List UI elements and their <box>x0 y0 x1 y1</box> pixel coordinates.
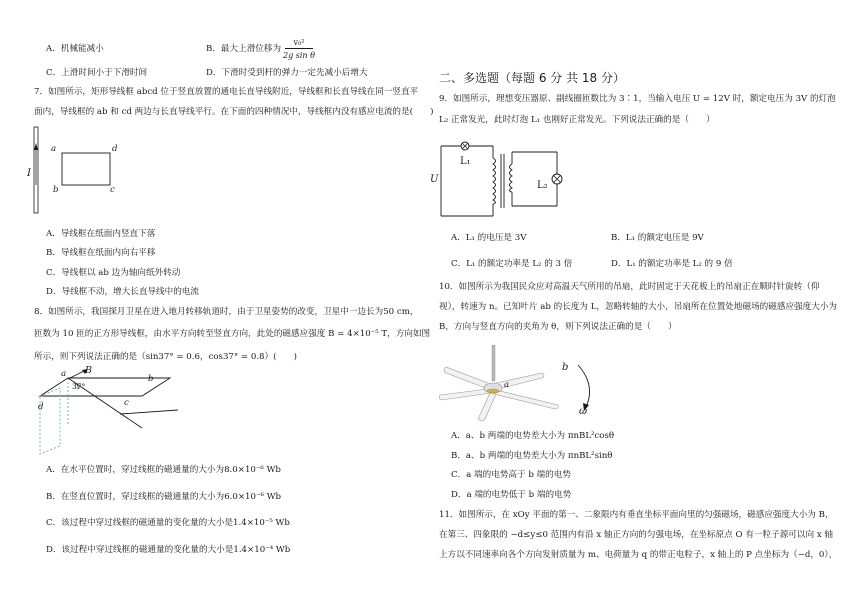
q7-stem-line2: 面内，导线框的 ab 和 cd 两边与长直导线平行。在下面的四种情况中，导线框内没有感应电流的是( ) <box>34 107 434 117</box>
q7-option-a: A．导线框在纸面内竖直下落 <box>46 229 156 239</box>
q6-option-c: C．上滑时间小于下滑时间 <box>46 68 148 78</box>
rotation-arrow <box>578 365 590 407</box>
q9-option-c: C．L₁ 的额定功率是 L₂ 的 3 倍 <box>451 259 573 269</box>
q7-label-b: b <box>53 185 59 195</box>
q6-option-b-denominator: 2g sin θ <box>283 51 315 60</box>
q6-option-b-numerator: v₀² <box>293 38 305 47</box>
q7-option-c: C．导线框以 ab 边为轴向纸外转动 <box>46 268 181 278</box>
q7-label-a: a <box>51 144 57 154</box>
q9-stem-line1: 9．如图所示，理想变压器原、副线圈匝数比为 3∶1，当输入电压 U = 12V 时，额定电压为 3V 的灯泡 <box>439 94 836 104</box>
q8-stem-line2: 匝数为 10 匝的正方形导线框，由水平方向转至竖直方向，此处的磁感应强度 B = 4×10⁻⁵ T，方向如图 <box>34 329 431 339</box>
q11-stem-line3: 上方以不同速率向各个方向发射质量为 m、电荷量为 q 的带正电粒子，x 轴上的 P 点坐标为（−d，0）， <box>439 550 838 560</box>
fan-blade-back-left <box>439 389 490 400</box>
q7-figure <box>30 125 140 215</box>
q9-label-u: U <box>430 174 439 185</box>
q6-option-b-prefix: B．最大上滑位移为 <box>206 44 282 54</box>
q8-stem-line1: 8．如图所示，我国探月卫星在进入地月转移轨道时，由于卫星姿势的改变，卫星中一边长为50 cm， <box>34 307 419 317</box>
q8-label-b: b <box>148 374 154 384</box>
q10-stem-line2: 视），转速为 n。已知叶片 ab 的长度为 L，忽略转轴的大小，吊扇所在位置处地磁场的磁感应强度大小为 <box>439 302 838 312</box>
secondary-coil <box>510 164 513 192</box>
q8-label-B: B <box>85 365 92 376</box>
q7-option-d: D．导线框不动，增大长直导线中的电流 <box>46 287 199 297</box>
current-arrow-head <box>34 143 38 150</box>
q7-label-current: I <box>27 168 31 179</box>
q10-stem-line1: 10．如图所示为我国民众应对高温天气所用的吊扇，此时固定于天花板上的吊扇正在顺时针旋转（仰 <box>439 282 820 292</box>
q6-option-a: A．机械能减小 <box>46 44 104 54</box>
fan-blade-left <box>444 367 488 389</box>
q7-stem-line1: 7．如图所示，矩形导线框 abcd 位于竖直放置的通电长直导线附近，导线框和长直导线在同一竖直平 <box>34 87 419 97</box>
q8-option-b: B．在竖直位置时，穿过线框的磁通量的大小为6.0×10⁻⁶ Wb <box>46 492 282 502</box>
q7-label-c: c <box>110 185 115 195</box>
q7-option-b: B．导线框在纸面内向右平移 <box>46 248 156 258</box>
q8-option-c: C．该过程中穿过线框的磁通量的变化量的大小是1.4×10⁻⁵ Wb <box>46 518 290 528</box>
section-header: 二、多选题（每题 6 分 共 18 分） <box>439 71 625 85</box>
q10-option-b: B．a、b 两端的电势差大小为 πnBL²sinθ <box>451 451 613 461</box>
q9-stem-line2: L₂ 正常发光，此时灯泡 L₁ 也刚好正常发光。下列说法正确的是（ ） <box>439 115 715 125</box>
q10-label-omega: ω <box>579 406 588 417</box>
q11-stem-line1: 11．如图所示，在 xOy 平面的第一、二象限内有垂直坐标平面向里的匀强磁场，磁感应强度大小为 B， <box>439 510 834 520</box>
q9-option-a: A．L₁ 的电压是 3V <box>451 233 527 243</box>
q6-option-d: D．下滑时受到杆的弹力一定先减小后增大 <box>206 68 368 78</box>
q9-option-b: B．L₁ 的额定电压是 9V <box>611 233 704 243</box>
q10-stem-line3: B，方向与竖直方向的夹角为 θ，则下列说法正确的是（ ） <box>439 322 677 332</box>
q10-option-c: C．a 端的电势高于 b 端的电势 <box>451 470 571 480</box>
fraction-bar <box>285 48 313 49</box>
vertical-frame-dashed <box>40 388 60 454</box>
q10-option-d: D．a 端的电势低于 b 端的电势 <box>451 490 572 500</box>
wire-loop <box>62 153 110 185</box>
q8-figure <box>30 366 200 458</box>
q9-label-l1: L₁ <box>460 156 471 167</box>
q9-option-d: D．L₁ 的额定功率是 L₂ 的 9 倍 <box>611 259 733 269</box>
fan-hub-ring <box>487 389 499 393</box>
fan-blade-front-right <box>494 390 558 409</box>
q8-label-c: c <box>124 398 129 408</box>
q8-option-a: A．在水平位置时，穿过线框的磁通量的大小为8.0×10⁻⁶ Wb <box>46 465 281 475</box>
q8-option-d: D．该过程中穿过线框的磁通量的变化量的大小是1.4×10⁻⁴ Wb <box>46 545 291 555</box>
fan-blade-front <box>478 393 496 421</box>
q8-label-angle: 37° <box>72 382 86 391</box>
q9-label-l2: L₂ <box>537 180 548 191</box>
fan-rod <box>492 345 495 381</box>
q11-stem-line2: 在第三、四象限的 −d≤y≤0 范围内有沿 x 轴正方向的匀强电场，在坐标原点 O 有一粒子源可以向 x 轴 <box>439 530 833 540</box>
q7-label-d: d <box>112 144 118 154</box>
q10-label-b: b <box>562 362 569 373</box>
q10-label-a: a <box>504 380 510 390</box>
q8-label-d: d <box>38 402 44 412</box>
q8-label-a: a <box>61 369 67 379</box>
rotation-side-line-2 <box>120 410 178 414</box>
q10-option-a: A．a、b 两端的电势差大小为 πnBL²cosθ <box>451 431 615 441</box>
primary-coil <box>493 158 496 204</box>
q8-stem-line3: 所示，则下列说法正确的是（sin37° = 0.6，cos37° = 0.8）( ) <box>34 352 298 362</box>
